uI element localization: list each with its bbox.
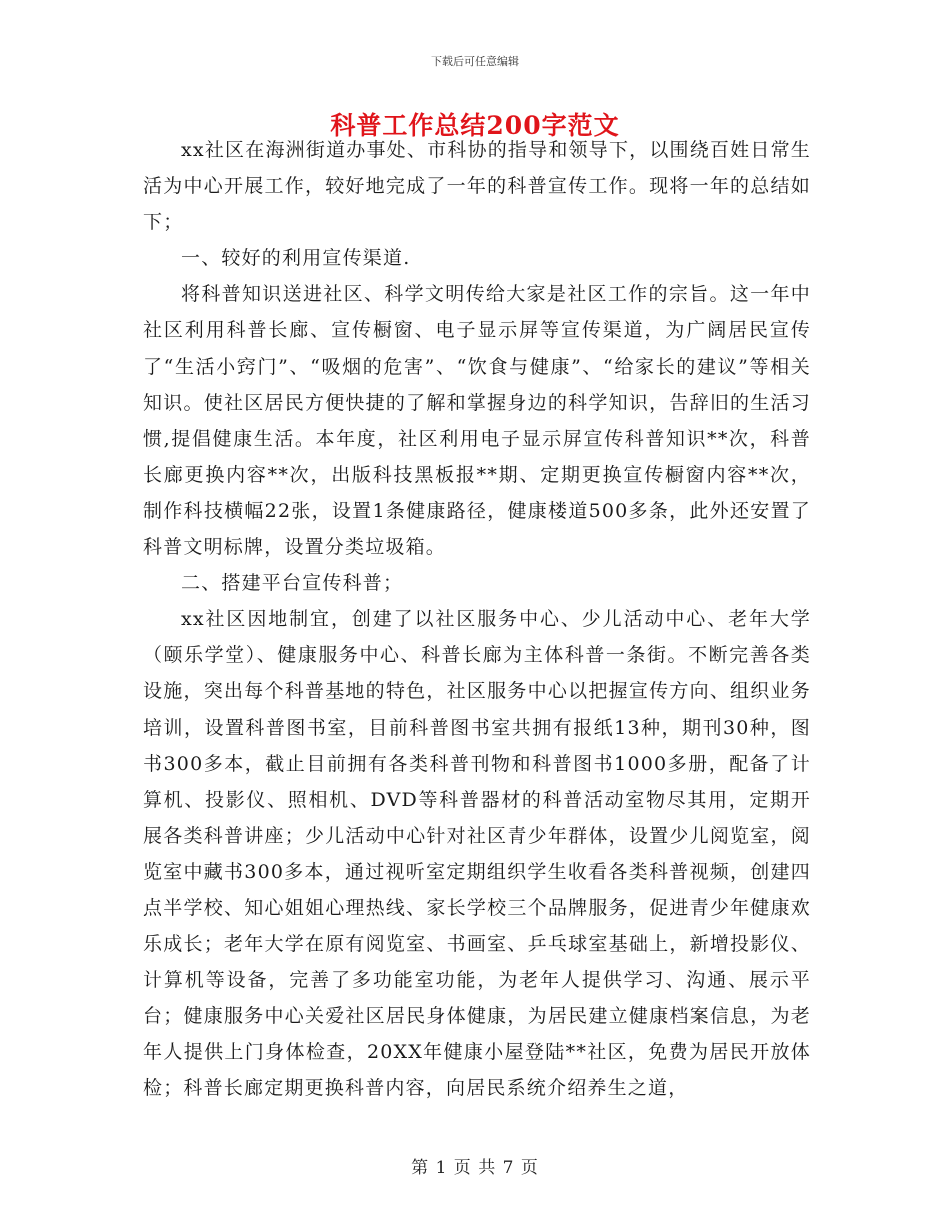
header-note: 下载后可任意编辑 xyxy=(431,55,519,68)
section-heading-2: 二、搭建平台宣传科普； xyxy=(181,572,404,595)
page-footer: 第 1 页 共 7 页 xyxy=(411,1158,539,1178)
document-title: 科普工作总结200字范文 xyxy=(330,111,620,140)
paragraph-intro: xx社区在海洲街道办事处、市科协的指导和领导下，以围绕百姓日常生活为中心开展工作，较好地完成了一年的科普宣传工作。现将一年的总结如下； xyxy=(143,139,811,234)
paragraph-section-1: 将科普知识送进社区、科学文明传给大家是社区工作的宗旨。这一年中社区利用科普长廊、宣传橱窗、电子显示屏等宣传渠道，为广阔居民宣传了“生活小窍门”、“吸烟的危害”、“饮食与健康”、“给家长的建议”等相关知识。使社区居民方便快捷的了解和掌握身边的科学知识，告辞旧的生活习惯,提倡健康生活。本年度，社区利用电子显示屏宣传科普知识**次，科普长廊更换内容**次，出版科技黑板报**期、定期更换宣传橱窗内容**次，制作科技横幅22张，设置1条健康路径，健康楼道500多条，此外还安置了科普文明标牌，设置分类垃圾箱。 xyxy=(143,283,811,559)
section-heading-1: 一、较好的利用宣传渠道. xyxy=(181,247,411,270)
paragraph-section-2: xx社区因地制宜，创建了以社区服务中心、少儿活动中心、老年大学（颐乐学堂）、健康服务中心、科普长廊为主体科普一条街。不断完善各类设施，突出每个科普基地的特色，社区服务中心以把握宣传方向、组织业务培训，设置科普图书室，目前科普图书室共拥有报纸13种，期刊30种，图书300多本，截止目前拥有各类科普刊物和科普图书1000多册，配备了计算机、投影仪、照相机、DVD等科普器材的科普活动室物尽其用，定期开展各类科普讲座；少儿活动中心针对社区青少年群体，设置少儿阅览室，阅览室中藏书300多本，通过视听室定期组织学生收看各类科普视频，创建四点半学校、知心姐姐心理热线、家长学校三个品牌服务，促进青少年健康欢乐成长；老年大学在原有阅览室、书画室、乒乓球室基础上，新增投影仪、计算机等设备，完善了多功能室功能，为老年人提供学习、沟通、展示平台；健康服务中心关爱社区居民身体健康，为居民建立健康档案信息，为老年人提供上门身体检查，20XX年健康小屋登陆**社区，免费为居民开放体检；科普长廊定期更换科普内容，向居民系统介绍养生之道， xyxy=(143,608,811,1100)
document-body xyxy=(143,132,811,1107)
